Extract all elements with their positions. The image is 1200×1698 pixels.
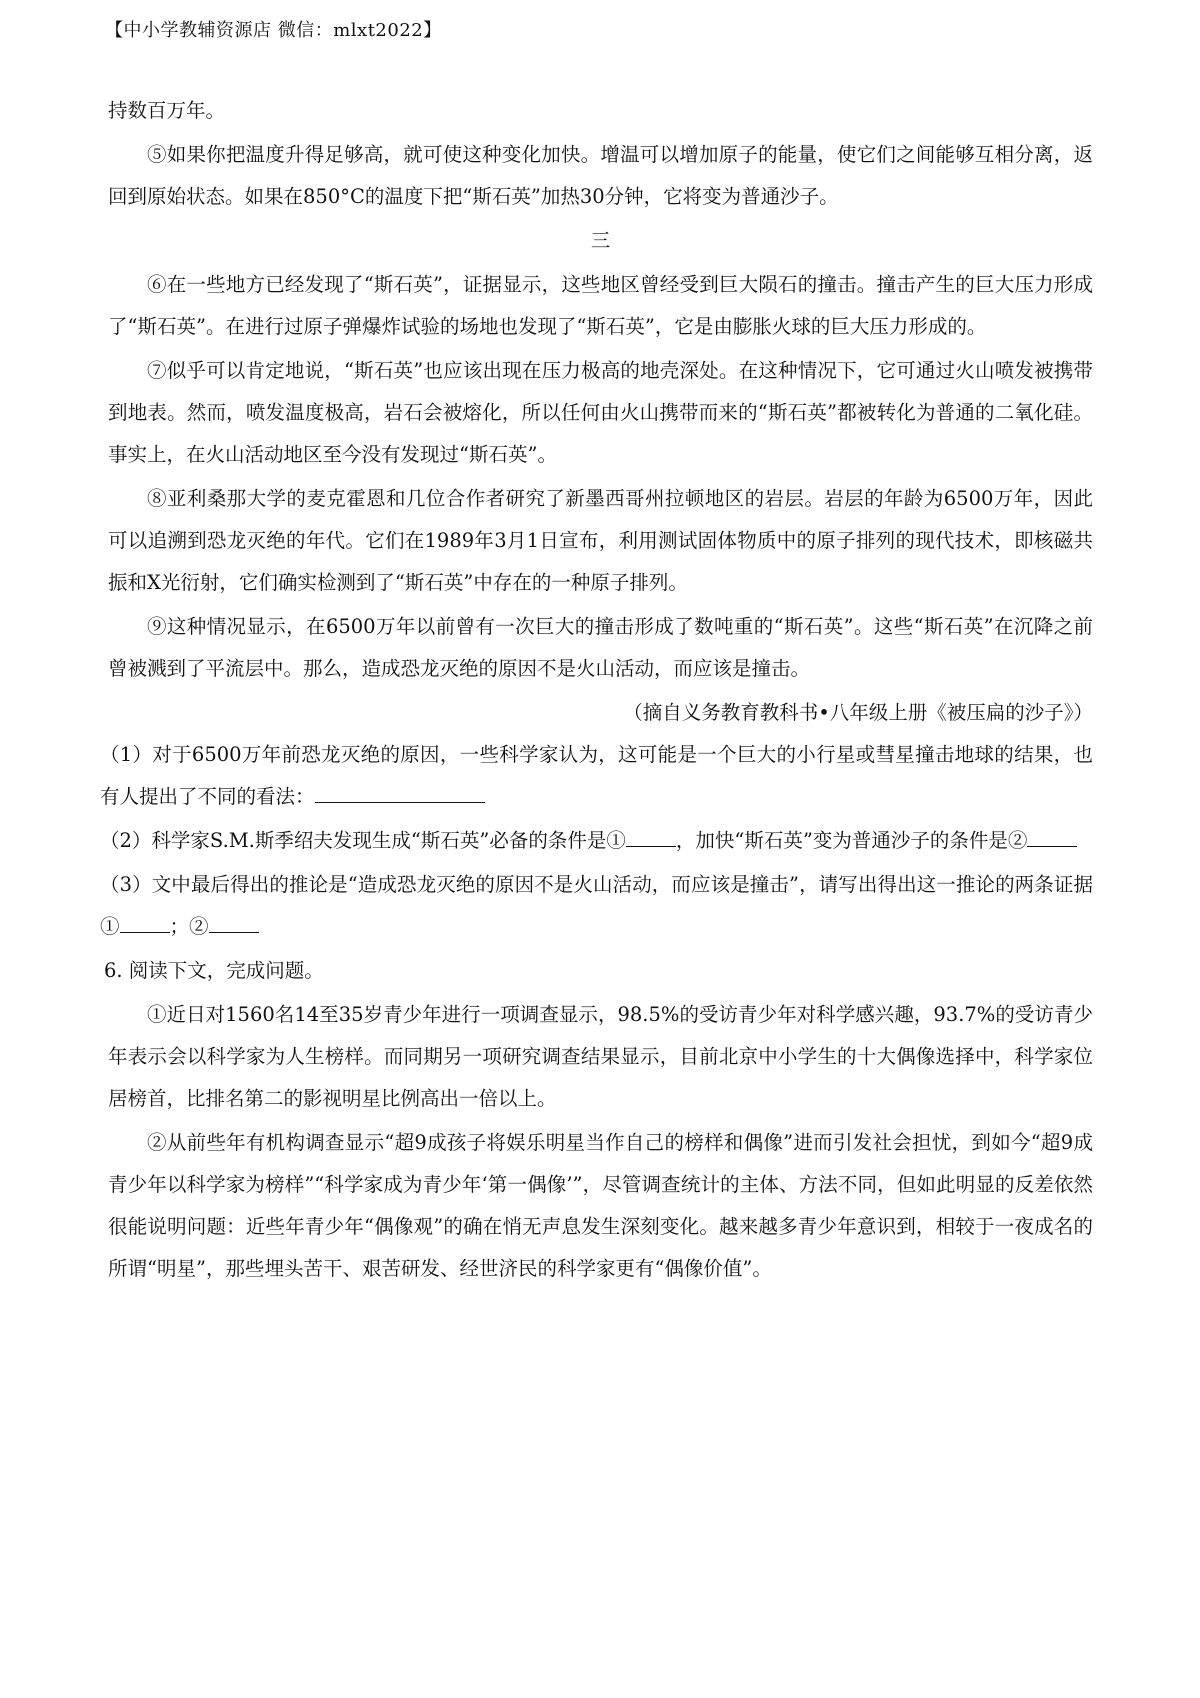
question-6-title: 6. 阅读下文，完成问题。 xyxy=(104,959,324,982)
paragraph-9: ⑨这种情况显示，在6500万年以前曾有一次巨大的撞击形成了数吨重的“斯石英”。这些“斯石英”在沉降之前曾被溅到了平流层中。那么，造成恐龙灭绝的原因不是火山活动，而应该是撞击。 xyxy=(108,615,1093,680)
question-3-text-a: （3）文中最后得出的推论是“造成恐龙灭绝的原因不是火山活动，而应该是撞击”，请写出得出这一推论的两条证据① xyxy=(100,873,1093,938)
answer-blank-q2-2[interactable] xyxy=(1027,828,1077,847)
question-1 xyxy=(100,734,1093,818)
question-6-paragraph-1: ①近日对1560名14至35岁青少年进行一项调查显示，98.5%的受访青少年对科学感兴趣，93.7%的受访青少年表示会以科学家为人生榜样。而同期另一项研究调查结果显示，目前北京中小学生的十大偶像选择中，科学家位居榜首，比排名第二的影视明星比例高出一倍以上。 xyxy=(108,1003,1093,1110)
paragraph-6: ⑥在一些地方已经发现了“斯石英”，证据显示，这些地区曾经受到巨大陨石的撞击。撞击产生的巨大压力形成了“斯石英”。在进行过原子弹爆炸试验的场地也发现了“斯石英”，它是由膨胀火球的巨大压力形成的。 xyxy=(108,273,1093,338)
answer-blank-q3-2[interactable] xyxy=(209,914,259,933)
question-3 xyxy=(100,864,1093,948)
section-heading-three: 三 xyxy=(590,229,611,252)
paragraph-8: ⑧亚利桑那大学的麦克霍恩和几位合作者研究了新墨西哥州拉顿地区的岩层。岩层的年龄为6500万年，因此可以追溯到恐龙灭绝的年代。它们在1989年3月1日宣布，利用测试固体物质中的原子排列的现代技术，即核磁共振和X光衍射，它们确实检测到了“斯石英”中存在的一种原子排列。 xyxy=(108,487,1093,594)
paragraph-continuation: 持数百万年。 xyxy=(108,99,226,122)
answer-blank-q3-1[interactable] xyxy=(120,914,170,933)
question-6-paragraph-2: ②从前些年有机构调查显示“超9成孩子将娱乐明星当作自己的榜样和偶像”进而引发社会担忧，到如今“超9成青少年以科学家为榜样”“科学家成为青少年‘第一偶像’”，尽管调查统计的主体、方法不同，但如此明显的反差依然很能说明问题：近些年青少年“偶像观”的确在悄无声息发生深刻变化。越来越多青少年意识到，相较于一夜成名的所谓“明星”，那些埋头苦干、艰苦研发、经世济民的科学家更有“偶像价值”。 xyxy=(108,1131,1093,1280)
answer-blank-q1[interactable] xyxy=(315,784,485,803)
answer-blank-q2-1[interactable] xyxy=(626,828,676,847)
paragraph-7: ⑦似乎可以肯定地说，“斯石英”也应该出现在压力极高的地壳深处。在这种情况下，它可通过火山喷发被携带到地表。然而，喷发温度极高，岩石会被熔化，所以任何由火山携带而来的“斯石英”都被转化为普通的二氧化硅。事实上，在火山活动地区至今没有发现过“斯石英”。 xyxy=(108,359,1093,466)
paragraph-5: ⑤如果你把温度升得足够高，就可使这种变化加快。增温可以增加原子的能量，使它们之间能够互相分离，返回到原始状态。如果在850°C的温度下把“斯石英”加热30分钟，它将变为普通沙子。 xyxy=(108,143,1093,208)
watermark-header: 【中小学教辅资源店 微信：mlxt2022】 xyxy=(105,20,442,41)
passage-source: （摘自义务教育教科书•八年级上册《被压扁的沙子》） xyxy=(623,701,1093,724)
question-2-text-a: （2）科学家S.M.斯季绍夫发现生成“斯石英”必备的条件是① xyxy=(100,829,626,852)
question-1-text: （1）对于6500万年前恐龙灭绝的原因，一些科学家认为，这可能是一个巨大的小行星或彗星撞击地球的结果，也有人提出了不同的看法： xyxy=(100,743,1093,808)
document-body xyxy=(100,90,1093,1292)
question-3-separator: ；② xyxy=(169,915,209,938)
question-2-text-b: ，加快“斯石英”变为普通沙子的条件是② xyxy=(675,829,1028,852)
question-2 xyxy=(100,820,1093,862)
